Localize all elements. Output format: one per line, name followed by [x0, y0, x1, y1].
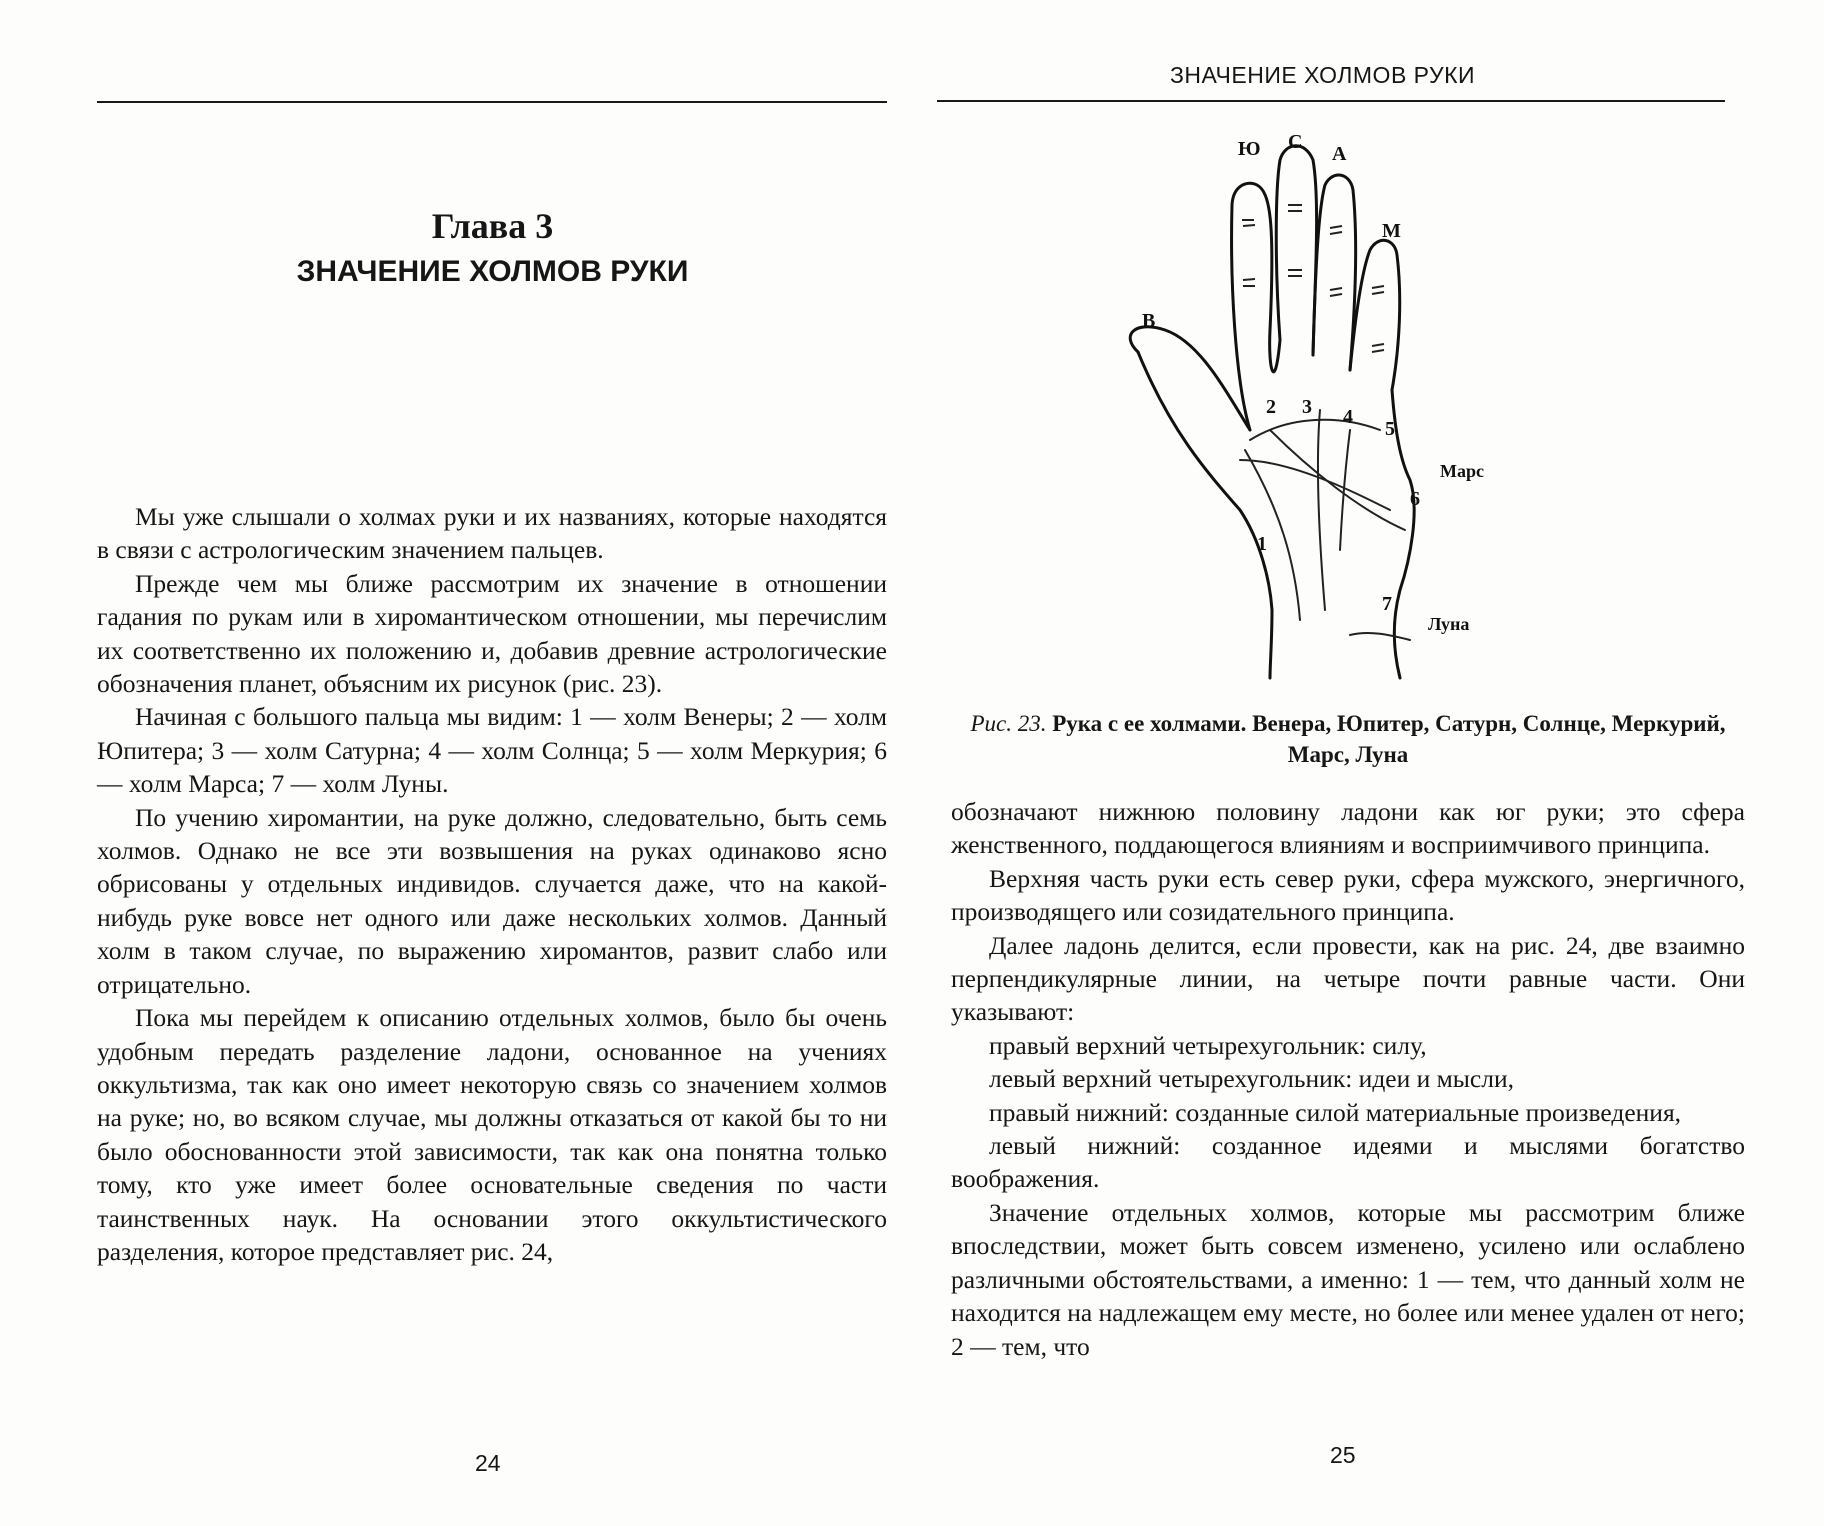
running-head: ЗНАЧЕНИЕ ХОЛМОВ РУКИ: [1170, 62, 1476, 88]
thumb-label-venus: В: [1142, 310, 1156, 332]
page-number-right: 25: [1330, 1442, 1356, 1468]
list-item: левый верхний четырехугольник: идеи и мысли,: [989, 1064, 1514, 1094]
paragraph: Мы уже слышали о холмах руки и их названиях, которые находятся в связи с астрологическим значением пальцев.: [97, 502, 887, 565]
list-item: правый нижний: созданные силой материальные произведения,: [989, 1097, 1682, 1127]
left-page-body: [97, 500, 887, 1268]
paragraph: Прежде чем мы ближе рассмотрим их значение в отношении гадания по рукам или в хиромантическом отношении, мы перечислим их соответственно их положению и, добавив древние астрологические обозначения планет, объясним их рисунок (рис. 23).: [97, 568, 887, 699]
mount-2: 2: [1266, 396, 1276, 418]
right-page-body: [951, 795, 1745, 1363]
finger-label-saturn: С: [1288, 131, 1303, 153]
chapter-number: Глава 3: [431, 206, 554, 246]
hand-mounts-figure: [1110, 130, 1540, 690]
mount-7: 7: [1382, 593, 1392, 615]
mount-5: 5: [1385, 418, 1395, 440]
page-number-left: 24: [475, 1450, 501, 1476]
right-header-rule: [937, 100, 1725, 102]
paragraph: Верхняя часть руки есть север руки, сфера мужского, энергичного, производящего или созидательного принципа.: [951, 863, 1745, 927]
side-label-moon: Луна: [1428, 614, 1470, 634]
list-item: левый нижний: созданное идеями и мыслями богатство воображения.: [951, 1131, 1745, 1194]
wrist-crease: [1350, 633, 1410, 640]
paragraph: обозначают нижнюю половину ладони как юг руки; это сфера женственного, поддающегося влияниям и восприимчивого принципа.: [951, 797, 1745, 860]
paragraph: Далее ладонь делится, если провести, как на рис. 24, две взаимно перпендикулярные линии, на четыре почти равные части. Они указывают:: [951, 930, 1745, 1027]
mount-4: 4: [1343, 406, 1353, 428]
middle-finger: [1276, 146, 1316, 355]
ring-finger: [1313, 175, 1356, 370]
little-finger: [1350, 240, 1400, 390]
finger-label-apollo: А: [1332, 143, 1347, 165]
mount-1: 1: [1257, 533, 1267, 555]
index-finger: [1232, 183, 1280, 430]
left-header-rule: [97, 101, 887, 103]
caption-prefix: Рис. 23.: [970, 711, 1047, 736]
head-line: [1240, 460, 1390, 510]
paragraph: По учению хиромантии, на руке должно, следовательно, быть семь холмов. Однако не все эти возвышения на руках одинаково ясно обрисованы у отдельных индивидов. случается даже, что на какой-нибудь руке вовсе нет одного или даже нескольких холмов. Данный холм в таком случае, по выражению хиромантов, развит слабо или отрицательно.: [97, 802, 887, 999]
mount-3: 3: [1302, 396, 1312, 418]
caption-text: Рука с ее холмами. Венера, Юпитер, Сатурн, Солнце, Меркурий, Марс, Луна: [1052, 711, 1726, 767]
chapter-title: ЗНАЧЕНИЕ ХОЛМОВ РУКИ: [296, 255, 689, 288]
finger-label-jupiter: Ю: [1238, 138, 1261, 160]
fate-line: [1318, 410, 1325, 610]
paragraph: Пока мы перейдем к описанию отдельных холмов, было бы очень удобным передать разделение ладони, основанное на учениях оккультизма, так как оно имеет некоторую связь со значением холмов на руке; но, во всяком случае, мы должны отказаться от какой бы то ни было обоснованности этой зависимости, так как она понятна только тому, кто уже имеет более основательные сведения по части таинственных наук. На основании этого оккультистического разделения, которое представляет рис. 24,: [97, 1003, 887, 1266]
mount-6: 6: [1410, 488, 1420, 510]
paragraph: Начиная с большого пальца мы видим: 1 — холм Венеры; 2 — холм Юпитера; 3 — холм Сатурна; 4 — холм Солнца; 5 — холм Меркурия; 6 — холм Марса; 7 — холм Луны.: [97, 702, 887, 799]
finger-label-mercury: М: [1382, 220, 1401, 242]
diagonal-line: [1270, 430, 1405, 530]
wrist-left: [1138, 352, 1272, 678]
figure-caption: [951, 708, 1745, 770]
side-label-mars: Марс: [1440, 461, 1484, 481]
palm-right-edge: [1392, 390, 1414, 678]
paragraph: Значение отдельных холмов, которые мы рассмотрим ближе впоследствии, может быть совсем изменено, усилено или ослаблено различными обстоятельствами, а именно: 1 — тем, что данный холм не находится на надлежащем ему месте, но более или менее удален от него; 2 — тем, что: [951, 1197, 1745, 1361]
list-item: правый верхний четырехугольник: силу,: [989, 1030, 1427, 1060]
